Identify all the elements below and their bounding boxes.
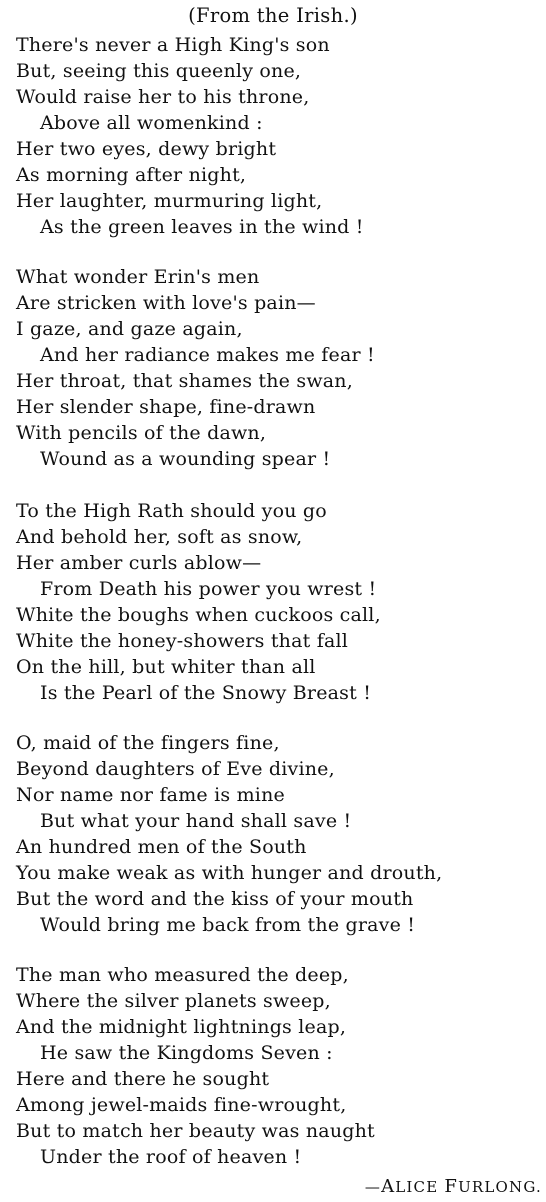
poem-line: White the boughs when cuckoos call, xyxy=(16,604,381,626)
stanza xyxy=(16,32,546,240)
poem-line: On the hill, but whiter than all xyxy=(16,656,316,678)
stanza xyxy=(16,264,546,472)
author-first-rest: LICE xyxy=(395,1178,439,1196)
poem-line: Her amber curls ablow— xyxy=(16,552,262,574)
poem-line: Wound as a wounding spear ! xyxy=(40,448,331,470)
poem-line: Are stricken with love's pain— xyxy=(16,292,316,314)
poem-line: As the green leaves in the wind ! xyxy=(40,216,364,238)
poem-line: I gaze, and gaze again, xyxy=(16,318,243,340)
stanza xyxy=(16,498,546,706)
poem-line: Her laughter, murmuring light, xyxy=(16,190,323,212)
poem-line: Under the roof of heaven ! xyxy=(40,1146,302,1168)
poem-line: But what your hand shall save ! xyxy=(40,810,352,832)
poem-line: Among jewel-maids fine-wrought, xyxy=(16,1094,347,1116)
poem-line: But to match her beauty was naught xyxy=(16,1120,375,1142)
author-last-rest: URLONG. xyxy=(458,1178,542,1196)
stanza xyxy=(16,730,546,938)
poem-line: An hundred men of the South xyxy=(16,836,307,858)
poem-line: Would bring me back from the grave ! xyxy=(40,914,416,936)
poem-line: And behold her, soft as snow, xyxy=(16,526,303,548)
author-first-initial: A xyxy=(381,1176,396,1197)
poem-line: Beyond daughters of Eve divine, xyxy=(16,758,335,780)
poem-line: He saw the Kingdoms Seven : xyxy=(40,1042,333,1064)
stanza xyxy=(16,962,546,1170)
poem-line: And the midnight lightnings leap, xyxy=(16,1016,347,1038)
poem-line: Her slender shape, fine-drawn xyxy=(16,396,316,418)
poem-line: There's never a High King's son xyxy=(16,34,330,56)
attribution-dash: — xyxy=(364,1178,382,1196)
poem-line: What wonder Erin's men xyxy=(16,266,260,288)
poem-line: With pencils of the dawn, xyxy=(16,422,267,444)
poem-line: Nor name nor fame is mine xyxy=(16,784,285,806)
author-attribution xyxy=(365,1175,542,1199)
poem-line: Where the silver planets sweep, xyxy=(16,990,331,1012)
poem-line: The man who measured the deep, xyxy=(16,964,349,986)
poem-line: To the High Rath should you go xyxy=(16,500,327,522)
poem-line: As morning after night, xyxy=(16,164,247,186)
author-last-initial: F xyxy=(444,1176,459,1197)
poem-line: Her throat, that shames the swan, xyxy=(16,370,353,392)
poem-line: From Death his power you wrest ! xyxy=(40,578,377,600)
poem-line: And her radiance makes me fear ! xyxy=(40,344,375,366)
poem-line: Is the Pearl of the Snowy Breast ! xyxy=(40,682,372,704)
poem-subtitle: (From the Irish.) xyxy=(188,4,358,27)
poem-line: Here and there he sought xyxy=(16,1068,270,1090)
poem-line: O, maid of the fingers fine, xyxy=(16,732,280,754)
poem-line: Above all womenkind : xyxy=(40,112,263,134)
poem-line: Her two eyes, dewy bright xyxy=(16,138,277,160)
poem-line: But, seeing this queenly one, xyxy=(16,60,302,82)
poem-line: Would raise her to his throne, xyxy=(16,86,310,108)
poem-line: White the honey-showers that fall xyxy=(16,630,349,652)
poem-line: You make weak as with hunger and drouth, xyxy=(16,862,443,884)
poem-line: But the word and the kiss of your mouth xyxy=(16,888,414,910)
